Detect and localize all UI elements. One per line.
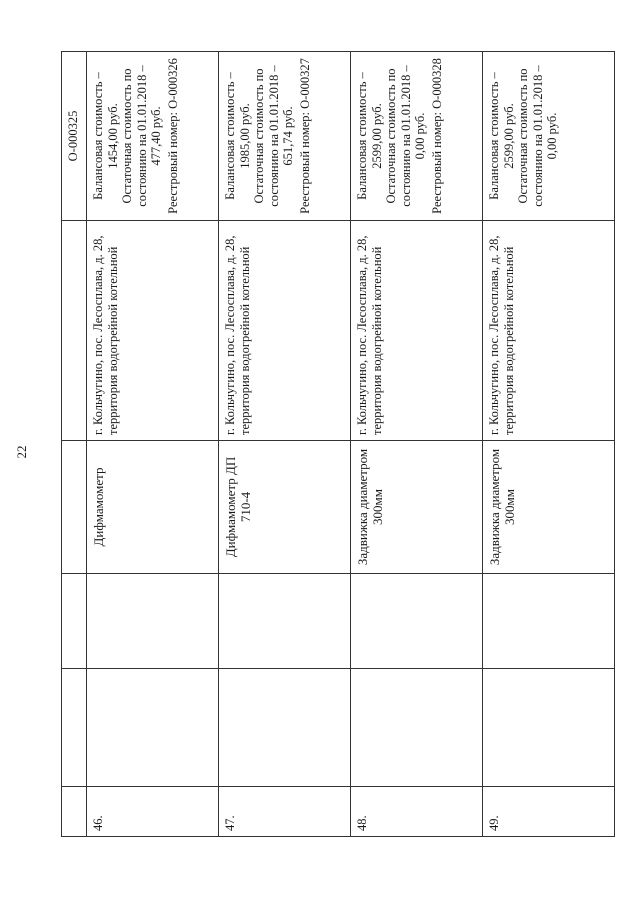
table-row [351, 52, 483, 837]
row-number: 48. [351, 787, 483, 837]
row-item-name: Задвижка диаметром 300мм [483, 441, 615, 574]
continued-registry-number: О-000325 [62, 52, 87, 221]
row-address: г. Кольчугино, пос. Лесосплава, д. 28, территория водогрейной котельной [87, 221, 219, 441]
row-empty-cell [87, 669, 219, 787]
row-empty-cell [483, 574, 615, 669]
residual-cost: Остаточная стоимость по состоянию на 01.01.2018 – 651,74 руб. [252, 65, 295, 207]
table-row [219, 52, 351, 837]
registry-number: Реестровый номер: О-000326 [165, 58, 180, 214]
row-number: 46. [87, 787, 219, 837]
balance-cost: Балансовая стоимость – 1985,00 руб. [223, 72, 252, 200]
continued-cell-num [62, 787, 87, 837]
row-empty-cell [219, 574, 351, 669]
residual-cost: Остаточная стоимость по состоянию на 01.01.2018 – 477,40 руб. [120, 65, 163, 207]
balance-cost: Балансовая стоимость – 2599,00 руб. [355, 72, 384, 200]
row-empty-cell [351, 669, 483, 787]
property-table [61, 51, 615, 837]
continued-cell-name [62, 441, 87, 574]
row-item-name: Задвижка диаметром 300мм [351, 441, 483, 574]
row-cost-info [219, 52, 351, 221]
row-empty-cell [483, 669, 615, 787]
row-empty-cell [219, 669, 351, 787]
row-cost-info [87, 52, 219, 221]
row-cost-info [351, 52, 483, 221]
registry-number: Реестровый номер: О-000328 [429, 58, 444, 214]
table-row [87, 52, 219, 837]
continued-cell-empty [62, 574, 87, 669]
continued-cell-address [62, 221, 87, 441]
row-number: 47. [219, 787, 351, 837]
registry-number: Реестровый номер: О-000327 [297, 58, 312, 214]
continued-row [62, 52, 87, 837]
balance-cost: Балансовая стоимость – 2599,00 руб. [487, 72, 516, 200]
rotated-table-frame [61, 52, 571, 837]
row-number: 49. [483, 787, 615, 837]
row-address: г. Кольчугино, пос. Лесосплава, д. 28, территория водогрейной котельной [483, 221, 615, 441]
table-row [483, 52, 615, 837]
row-item-name: Дифмамометр [87, 441, 219, 574]
page-number: 22 [14, 445, 29, 459]
row-item-name: Дифмамометр ДП 710-4 [219, 441, 351, 574]
residual-cost: Остаточная стоимость по состоянию на 01.01.2018 – 0,00 руб. [384, 65, 427, 207]
row-address: г. Кольчугино, пос. Лесосплава, д. 28, территория водогрейной котельной [351, 221, 483, 441]
row-empty-cell [87, 574, 219, 669]
residual-cost: Остаточная стоимость по состоянию на 01.01.2018 – 0,00 руб. [516, 65, 559, 207]
balance-cost: Балансовая стоимость – 1454,00 руб. [91, 72, 120, 200]
row-cost-info [483, 52, 615, 221]
row-empty-cell [351, 574, 483, 669]
row-address: г. Кольчугино, пос. Лесосплава, д. 28, территория водогрейной котельной [219, 221, 351, 441]
continued-cell-empty [62, 669, 87, 787]
